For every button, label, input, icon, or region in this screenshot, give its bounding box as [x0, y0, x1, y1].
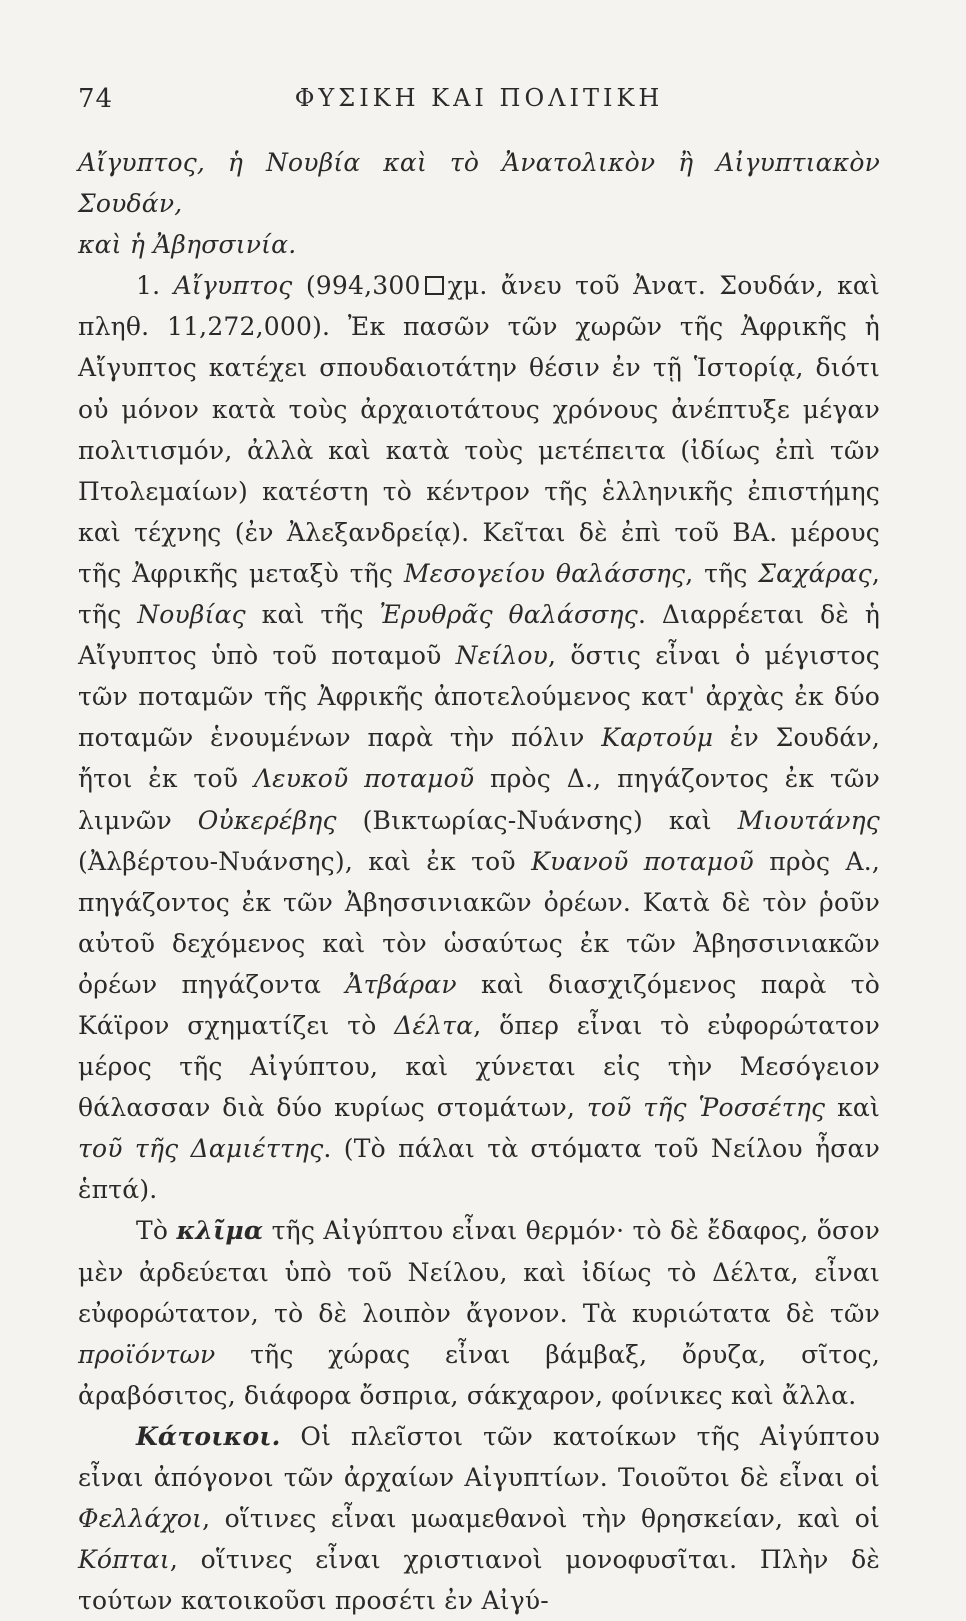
climate-intro: Τὸ	[136, 1216, 169, 1246]
square-symbol-icon	[425, 276, 444, 295]
intro-line-1: Αἴγυπτος, ἡ Νουβία καὶ τὸ Ἀνατολικὸν ἢ Αἰγυπτιακὸν Σουδάν,	[78, 148, 880, 219]
climate-term: κλῖμα	[176, 1216, 264, 1246]
egypt-text-d: ἐν Σουδάν, ἤτοι ἐκ τοῦ	[78, 723, 880, 794]
inhabitants-paragraph	[78, 1416, 880, 1621]
white-nile-term: Λευκοῦ ποταμοῦ	[253, 764, 475, 794]
mediterranean-term: Μεσογείου θαλάσσης	[403, 558, 686, 588]
egypt-text-a: Ἐκ πασῶν τῶν χωρῶν τῆς Ἀφρικῆς ἡ Αἴγυπτος κατέχει σπουδαιοτάτην θέσιν ἐν τῇ Ἱστορίᾳ, διότι οὐ μόνον κατὰ τοὺς ἀρχαιοτάτους χρόνους ἀνέπτυξε μέγαν πολιτισμόν, ἀλλὰ καὶ κατὰ τοὺς μετέπειτα (ἰδίως ἐπὶ τῶν Πτολεμαίων) κατέστη τὸ κέντρον τῆς ἑλληνικῆς ἐπιστήμης καὶ τέχνης (ἐν Ἀλεξανδρείᾳ). Κεῖται δὲ ἐπὶ τοῦ ΒΑ. μέρους τῆς Ἀφρικῆς μεταξὺ τῆς	[78, 312, 880, 588]
egypt-text-e: πρὸς Δ., πηγάζοντος ἐκ τῶν λιμνῶν	[78, 764, 880, 835]
sep-3: καὶ τῆς	[261, 600, 364, 630]
damietta-term: τοῦ τῆς Δαμιέττης	[78, 1134, 324, 1164]
section-heading: Αἴγυπτος	[173, 271, 293, 301]
egypt-text-h: πρὸς Α., πηγάζοντος ἐκ τῶν Ἀβησσινιακῶν ὀρέων. Κατὰ δὲ τὸν ῥοῦν αὐτοῦ δεχόμενος καὶ τὸν ὡσαύτως ἐκ τῶν Ἀβησσινιακῶν ὀρέων πηγάζοντα	[78, 846, 880, 999]
atbara-term: Ἀτβάραν	[345, 969, 457, 999]
nubia-term: Νουβίας	[137, 600, 246, 630]
egypt-paragraph	[78, 265, 880, 1210]
egypt-text-j: , ὅπερ εἶναι τὸ εὐφορώτατον μέρος τῆς Αἰγύπτου, καὶ χύνεται εἰς τὴν Μεσόγειον θάλασσαν διὰ δύο κυρίως στομάτων,	[78, 1010, 880, 1123]
climate-text-a: τῆς Αἰγύπτου εἶναι θερμόν· τὸ δὲ ἔδαφος, ὅσον μὲν ἀρδεύεται ὑπὸ τοῦ Νείλου, καὶ ἰδίως τὸ Δέλτα, εἶναι εὐφορώτατον, τὸ δὲ λοιπὸν ἄγονον. Τὰ κυριώτατα δὲ τῶν	[78, 1216, 880, 1328]
sahara-term: Σαχάρας	[758, 558, 872, 588]
running-title: ΦΥΣΙΚΗ ΚΑΙ ΠΟΛΙΤΙΚΗ	[294, 84, 664, 112]
egypt-text-i: καὶ διασχιζόμενος παρὰ τὸ Κάϊρον σχηματίζει τὸ	[78, 969, 880, 1040]
egypt-text-b: . Διαρρέεται δὲ ἡ Αἴγυπτος ὑπὸ τοῦ ποταμοῦ	[78, 600, 880, 671]
inhabitants-text-c: , οἵτινες εἶναι χριστιανοὶ μονοφυσῖται. Πλὴν δὲ τούτων κατοικοῦσι προσέτι ἐν Αἰγύ-	[78, 1545, 880, 1616]
section-number: 1.	[136, 271, 161, 301]
egypt-text-k: καὶ	[837, 1093, 880, 1123]
khartoum-term: Καρτούμ	[601, 723, 714, 753]
egypt-text-l: . (Τὸ πάλαι τὰ στόματα τοῦ Νείλου ἦσαν ἑπτά).	[78, 1134, 880, 1205]
page-number: 74	[78, 84, 114, 114]
page-header	[78, 78, 880, 128]
delta-term: Δέλτα	[394, 1010, 474, 1040]
climate-text-b: τῆς χώρας εἶναι βάμβαξ, ὄρυζα, σῖτος, ἀραβόσιτος, διάφορα ὄσπρια, σάκχαρον, φοίνικες καὶ ἄλλα.	[78, 1339, 880, 1410]
fellahs-term: Φελλάχοι	[78, 1504, 203, 1534]
area-unit: χμ. ἄνευ τοῦ Ἀνατ. Σουδάν, καὶ πληθ. 11,272,000).	[78, 271, 880, 342]
inhabitants-text-b: , οἵτινες εἶναι μωαμεθανοὶ τὴν θρησκείαν, καὶ οἱ	[202, 1504, 880, 1534]
climate-paragraph	[78, 1210, 880, 1415]
egypt-text-f: (Βικτωρίας-Νυάνσης) καὶ	[362, 805, 712, 835]
products-term: προϊόντων	[78, 1339, 216, 1369]
egypt-text-g: (Ἀλβέρτου-Νυάνσης), καὶ ἐκ τοῦ	[78, 846, 516, 876]
inhabitants-text-a: Οἱ πλεῖστοι τῶν κατοίκων τῆς Αἰγύπτου εἶναι ἀπόγονοι τῶν ἀρχαίων Αἰγυπτίων. Τοιοῦτοι δὲ εἶναι οἱ	[78, 1421, 880, 1492]
red-sea-term: Ἐρυθρᾶς θαλάσσης	[379, 600, 638, 630]
ukerewe-term: Οὐκερέβης	[197, 805, 337, 835]
copts-term: Κόπται	[78, 1545, 170, 1575]
sep-1: , τῆς	[685, 558, 748, 588]
intro-line-2: καὶ ἡ Ἀβησσινία.	[78, 230, 297, 260]
rosetta-term: τοῦ τῆς Ῥοσσέτης	[586, 1093, 826, 1123]
area-figure: (994,300	[305, 271, 421, 301]
mwutan-term: Μιουτάνης	[737, 805, 880, 835]
egypt-text-c: , ὅστις εἶναι ὁ μέγιστος τῶν ποταμῶν τῆς Ἀφρικῆς ἀποτελούμενος κατ' ἀρχὰς ἐκ δύο ποταμῶν ἑνουμένων παρὰ τὴν πόλιν	[78, 641, 880, 753]
nile-term: Νείλου	[455, 641, 549, 671]
sep-2: , τῆς	[78, 558, 880, 630]
intro-paragraph	[78, 142, 880, 265]
inhabitants-term: Κάτοικοι.	[136, 1421, 281, 1451]
blue-nile-term: Κυανοῦ ποταμοῦ	[531, 846, 754, 876]
body-text	[78, 142, 880, 1621]
